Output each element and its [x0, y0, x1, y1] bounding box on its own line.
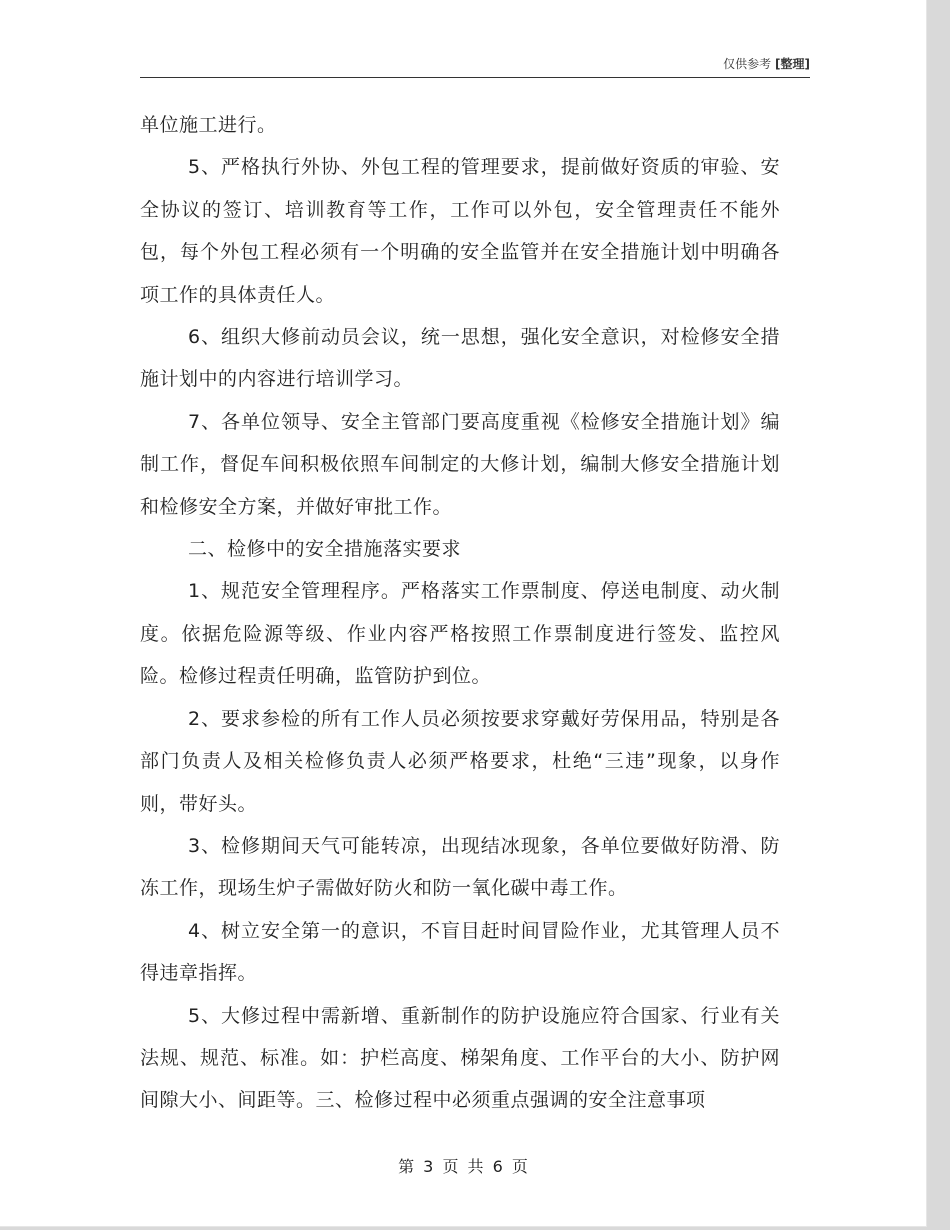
- paragraph: 3、检修期间天气可能转凉，出现结冰现象，各单位要做好防滑、防冻工作，现场生炉子需做好防火和防一氧化碳中毒工作。: [140, 834, 780, 900]
- page-footer: 第 3 页 共 6 页: [398, 1157, 528, 1176]
- header-tag: [整理]: [775, 57, 810, 71]
- paragraph: 1、规范安全管理程序。严格落实工作票制度、停送电制度、动火制度。依据危险源等级、作业内容严格按照工作票制度进行签发、监控风险。检修过程责任明确，监管防护到位。: [140, 580, 780, 688]
- paragraph: 5、严格执行外协、外包工程的管理要求，提前做好资质的审验、安全协议的签订、培训教育等工作，工作可以外包，安全管理责任不能外包，每个外包工程必须有一个明确的安全监管并在安全措施计划中明确各项工作的具体责任人。: [140, 156, 780, 306]
- paragraph: 5、大修过程中需新增、重新制作的防护设施应符合国家、行业有关法规、规范、标准。如：护栏高度、梯架角度、工作平台的大小、防护网间隙大小、间距等。三、检修过程中必须重点强调的安全注意事项: [140, 1004, 780, 1112]
- paragraph: 2、要求参检的所有工作人员必须按要求穿戴好劳保用品，特别是各部门负责人及相关检修负责人必须严格要求，杜绝“三违”现象，以身作则，带好头。: [140, 707, 780, 815]
- section-heading: 二、检修中的安全措施落实要求: [188, 538, 462, 561]
- paragraph: 4、树立安全第一的意识，不盲目赶时间冒险作业，尤其管理人员不得违章指挥。: [140, 919, 780, 985]
- paragraph: 单位施工进行。: [140, 114, 277, 136]
- page-header: [140, 56, 810, 78]
- document-body: [140, 104, 780, 1122]
- paragraph: 6、组织大修前动员会议，统一思想，强化安全意识，对检修安全措施计划中的内容进行培训学习。: [140, 326, 780, 391]
- paragraph: 7、各单位领导、安全主管部门要高度重视《检修安全措施计划》编制工作，督促车间积极依照车间制定的大修计划，编制大修安全措施计划和检修安全方案，并做好审批工作。: [140, 410, 780, 518]
- header-text: 仅供参考: [723, 57, 772, 71]
